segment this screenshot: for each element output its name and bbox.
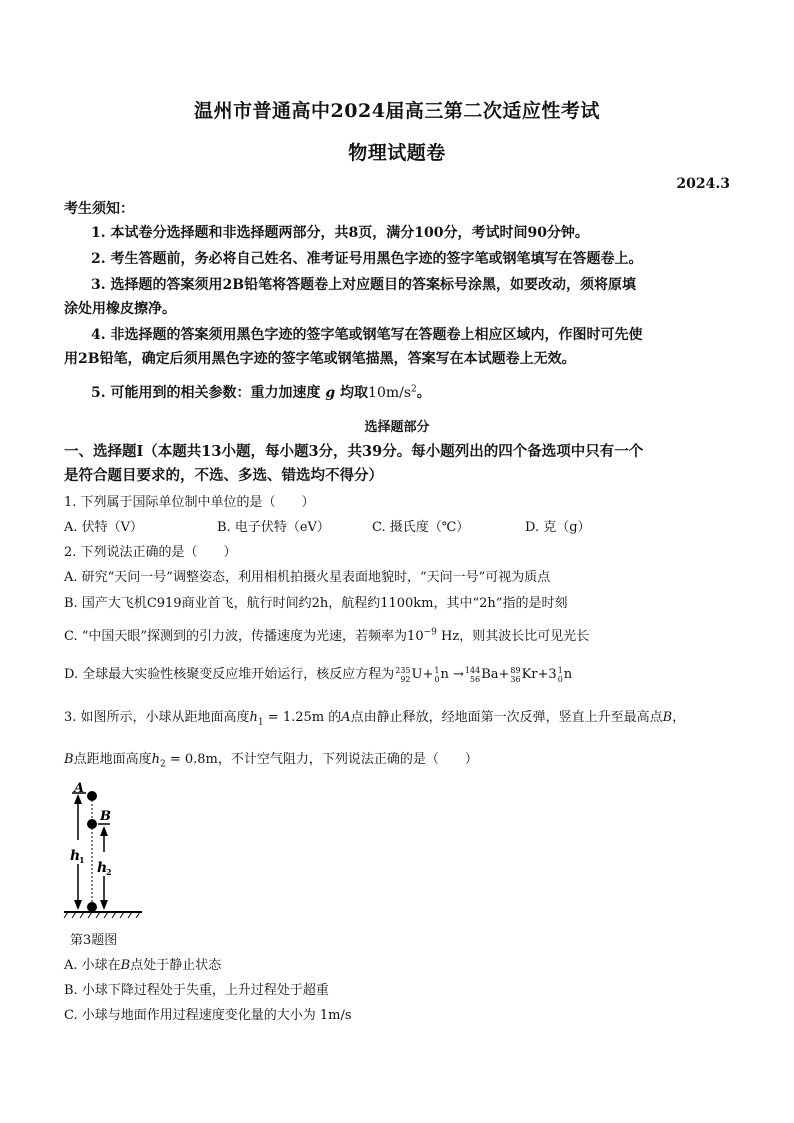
q1-option-a: A. 伏特（V）: [64, 520, 144, 535]
q3-option-a-post: 点处于静止状态: [130, 958, 222, 973]
neutron-numbers: [434, 666, 439, 684]
neutron2-atomic-number: 0: [557, 674, 563, 684]
h1-value: = 1.25m: [263, 710, 325, 725]
notice-heading: 考生须知：: [64, 201, 134, 217]
q2-option-a: A. 研究“天问一号”调整姿态，利用相机拍摄火星表面地貌时，“天问一号”可视为质点: [64, 570, 551, 585]
q2-option-d: [64, 663, 572, 684]
exam-title: 温州市普通高中2024届高三第二次适应性考试: [194, 100, 600, 122]
h1-subscript: 1: [257, 717, 264, 728]
q3-line2-pre: 点距地面高度: [73, 752, 152, 767]
point-b: B: [662, 710, 673, 725]
q1-option-d: D. 克（g）: [525, 520, 591, 535]
q1-stem: 1. 下列属于国际单位制中单位的是（ ）: [64, 495, 315, 510]
exam-date: 2024.3: [676, 176, 730, 192]
frequency-value: 10: [407, 629, 424, 644]
frequency-exponent: −9: [423, 627, 437, 638]
ball-at-a: [87, 791, 97, 801]
barium-atomic-number: 56: [470, 674, 481, 684]
reaction-arrow: →: [453, 667, 464, 682]
krypton-symbol: Kr: [521, 667, 538, 682]
notice-item-4-cont: 用2B铅笔，确定后须用黑色字迹的签字笔或钢笔描黑，答案写在本试题卷上无效。: [64, 351, 576, 367]
plus-sign-2: +: [498, 667, 510, 682]
krypton-mass-number: 89: [510, 665, 521, 675]
neutron-symbol: n: [440, 667, 449, 682]
gravity-value: 10m/s: [368, 385, 412, 401]
q2-stem: 2. 下列说法正确的是（ ）: [64, 545, 237, 560]
q3-line2-post: ，不计空气阻力，下列说法正确的是（ ）: [217, 752, 478, 767]
notice-item-1: 1. 本试卷分选择题和非选择题两部分，共8页，满分100分，考试时间90分钟。: [91, 225, 589, 241]
uranium-atomic-number: 92: [400, 674, 411, 684]
q3-line1: [64, 706, 685, 728]
point-b-2: B: [64, 752, 74, 767]
q3-option-b: B. 小球下降过程处于失重，上升过程处于超重: [64, 983, 329, 998]
section-title: 选择题部分: [364, 420, 430, 435]
ball-at-b: [87, 819, 97, 829]
gravity-symbol: g: [325, 385, 336, 401]
plus-sign: +: [422, 667, 434, 682]
h2-subscript: 2: [159, 759, 166, 770]
neutron2-symbol: n: [563, 667, 573, 682]
fig-label-h2: h: [97, 860, 108, 876]
fig-label-h1-sub: 1: [79, 855, 85, 865]
uranium-symbol: U: [411, 667, 423, 682]
fig-label-a: A: [74, 781, 85, 796]
h2-symbol: h: [151, 752, 160, 767]
notice-item-3-cont: 涂处用橡皮擦净。: [64, 301, 176, 317]
notice-item-4: 4. 非选择题的答案须用黑色字迹的签字笔或钢笔写在答题卷上相应区域内，作图时可先使: [91, 327, 643, 343]
notice-item-3: 3. 选择题的答案须用2B铅笔将答题卷上对应题目的答案标号涂黑，如要改动，须将原填: [91, 277, 637, 293]
q3-line1-post: 点由静止释放，经地面第一次反弹，竖直上升至最高点: [350, 710, 663, 725]
fig-label-h1: h: [70, 848, 81, 864]
notice-item-5: [91, 382, 431, 402]
q3-line1-pre: 3. 如图所示，小球从距地面高度: [64, 710, 250, 725]
notice-item-5-text: 5. 可能用到的相关参数：重力加速度: [91, 385, 321, 401]
frequency-unit: Hz: [436, 629, 460, 644]
q1-option-b: B. 电子伏特（eV）: [217, 520, 330, 535]
neutron2-numbers: [558, 666, 563, 684]
uranium-mass-number: 235: [395, 665, 411, 675]
q3-figure-caption: 第3题图: [70, 933, 118, 948]
krypton-numbers: [510, 666, 520, 684]
ball-at-ground: [87, 902, 97, 912]
neutron-atomic-number: 0: [434, 674, 440, 684]
section-heading-line2: 是符合题目要求的，不选、多选、错选均不得分）: [64, 467, 383, 484]
h2-value: = 0.8m: [165, 752, 218, 767]
q3-option-a-pre: A. 小球在: [64, 958, 121, 973]
q3-line2: [64, 748, 478, 770]
exam-subtitle: 物理试题卷: [348, 142, 446, 164]
q2-option-c: [64, 625, 589, 644]
neutron-mass-number: 1: [434, 665, 440, 675]
krypton-atomic-number: 36: [510, 674, 521, 684]
barium-mass-number: 144: [464, 665, 481, 675]
uranium-numbers: [395, 666, 410, 684]
fig-label-h2-sub: 2: [106, 867, 112, 877]
notice-item-5-tail: 均取: [340, 385, 369, 401]
q3-option-a-var: B: [120, 958, 131, 973]
h1-symbol: h: [249, 710, 258, 725]
q3-option-a: [64, 954, 221, 973]
q1-option-c: C. 摄氏度（℃）: [372, 520, 470, 535]
notice-item-5-end: 。: [416, 385, 431, 401]
q3-figure: [60, 780, 150, 920]
fig-label-b: B: [100, 809, 111, 824]
plus-three: +3: [537, 667, 557, 682]
q2-option-c-post: ，则其波长比可见光长: [459, 629, 590, 644]
q3-line1-mid: 的: [324, 710, 342, 725]
q2-option-c-pre: C. “中国天眼”探测到的引力波，传播速度为光速，若频率为: [64, 629, 408, 644]
q2-option-d-pre: D. 全球最大实验性核聚变反应堆开始运行，核反应方程为: [64, 667, 395, 682]
q3-option-c: C. 小球与地面作用过程速度变化量的大小为 1m/s: [64, 1008, 352, 1023]
notice-item-2: 2. 考生答题前，务必将自己姓名、准考证号用黑色字迹的签字笔或钢笔填写在答题卷上。: [91, 251, 643, 267]
section-heading-line1: 一、选择题Ⅰ（本题共13小题，每小题3分，共39分。每小题列出的四个备选项中只有一个: [64, 443, 644, 460]
q2-option-b: B. 国产大飞机C919商业首飞，航行时间约2h，航程约1100km，其中“2h”指的是时刻: [64, 596, 568, 611]
neutron2-mass-number: 1: [557, 665, 563, 675]
point-a: A: [341, 710, 351, 725]
q3-line1-end: ，: [672, 710, 686, 725]
barium-numbers: [465, 666, 480, 684]
barium-symbol: Ba: [481, 667, 499, 682]
gravity-exponent: 2: [411, 384, 417, 395]
